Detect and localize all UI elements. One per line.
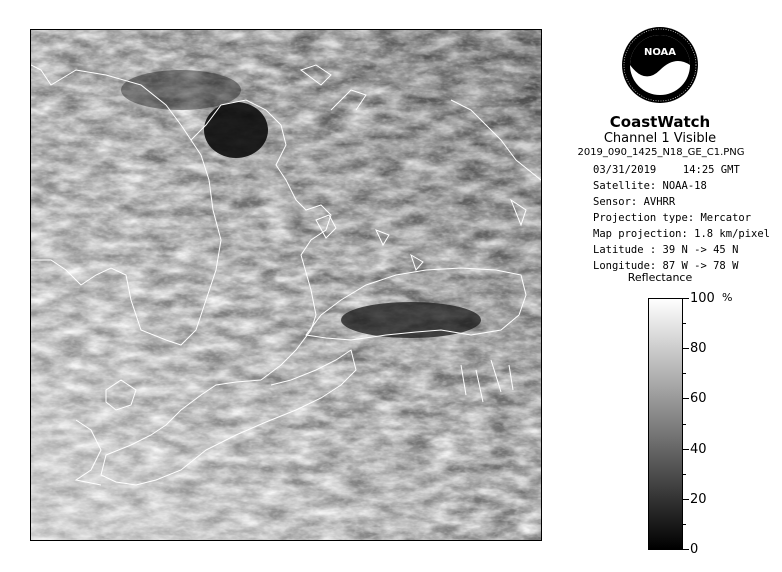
colorbar-tick-mark (683, 398, 689, 399)
noaa-logo (620, 25, 700, 105)
colorbar-tick-mark (683, 499, 689, 500)
dark-area-north (121, 70, 241, 110)
colorbar-tick-label: 20 (690, 491, 707, 507)
sensor-info: Sensor: AVHRR (593, 196, 676, 208)
satellite-info: Satellite: NOAA-18 (593, 180, 707, 192)
colorbar-minor-tick (683, 323, 686, 324)
longitude-range: Longitude: 87 W -> 78 W (593, 260, 739, 272)
colorbar-tick-mark (683, 348, 689, 349)
date-time-line (593, 164, 740, 176)
colorbar-tick-label: 0 (690, 542, 699, 557)
clear-water-georgian-bay (204, 102, 268, 158)
colorbar-minor-tick (683, 524, 686, 525)
brand-title: CoastWatch (609, 113, 711, 131)
colorbar-minor-tick (683, 474, 686, 475)
channel-label: Channel 1 Visible (603, 131, 717, 146)
acquisition-time: 14:25 GMT (682, 164, 740, 176)
colorbar-tick-label: 100 (690, 291, 715, 306)
colorbar-tick-mark (683, 298, 689, 299)
colorbar-minor-tick (683, 424, 686, 425)
colorbar-tick-label: 80 (690, 341, 707, 357)
logo-text: NOAA (643, 47, 677, 58)
satellite-image (30, 29, 542, 541)
reflectance-colorbar (648, 298, 683, 550)
image-filename: 2019_090_1425_N18_GE_C1.PNG (577, 147, 745, 158)
colorbar-tick-label: 60 (690, 391, 707, 407)
colorbar-tick-mark (683, 449, 689, 450)
legend-unit: % (722, 291, 733, 304)
map-projection: Map projection: 1.8 km/pixel (593, 228, 771, 240)
satellite-svg (31, 30, 541, 540)
colorbar-tick-mark (683, 549, 689, 550)
colorbar-minor-tick (683, 373, 686, 374)
legend-title: Reflectance (627, 271, 693, 284)
colorbar-tick-label: 40 (690, 441, 707, 457)
noaa-logo-svg (620, 25, 700, 105)
latitude-range: Latitude : 39 N -> 45 N (593, 244, 739, 256)
acquisition-date: 03/31/2019 (593, 164, 657, 176)
projection-type: Projection type: Mercator (593, 212, 752, 224)
